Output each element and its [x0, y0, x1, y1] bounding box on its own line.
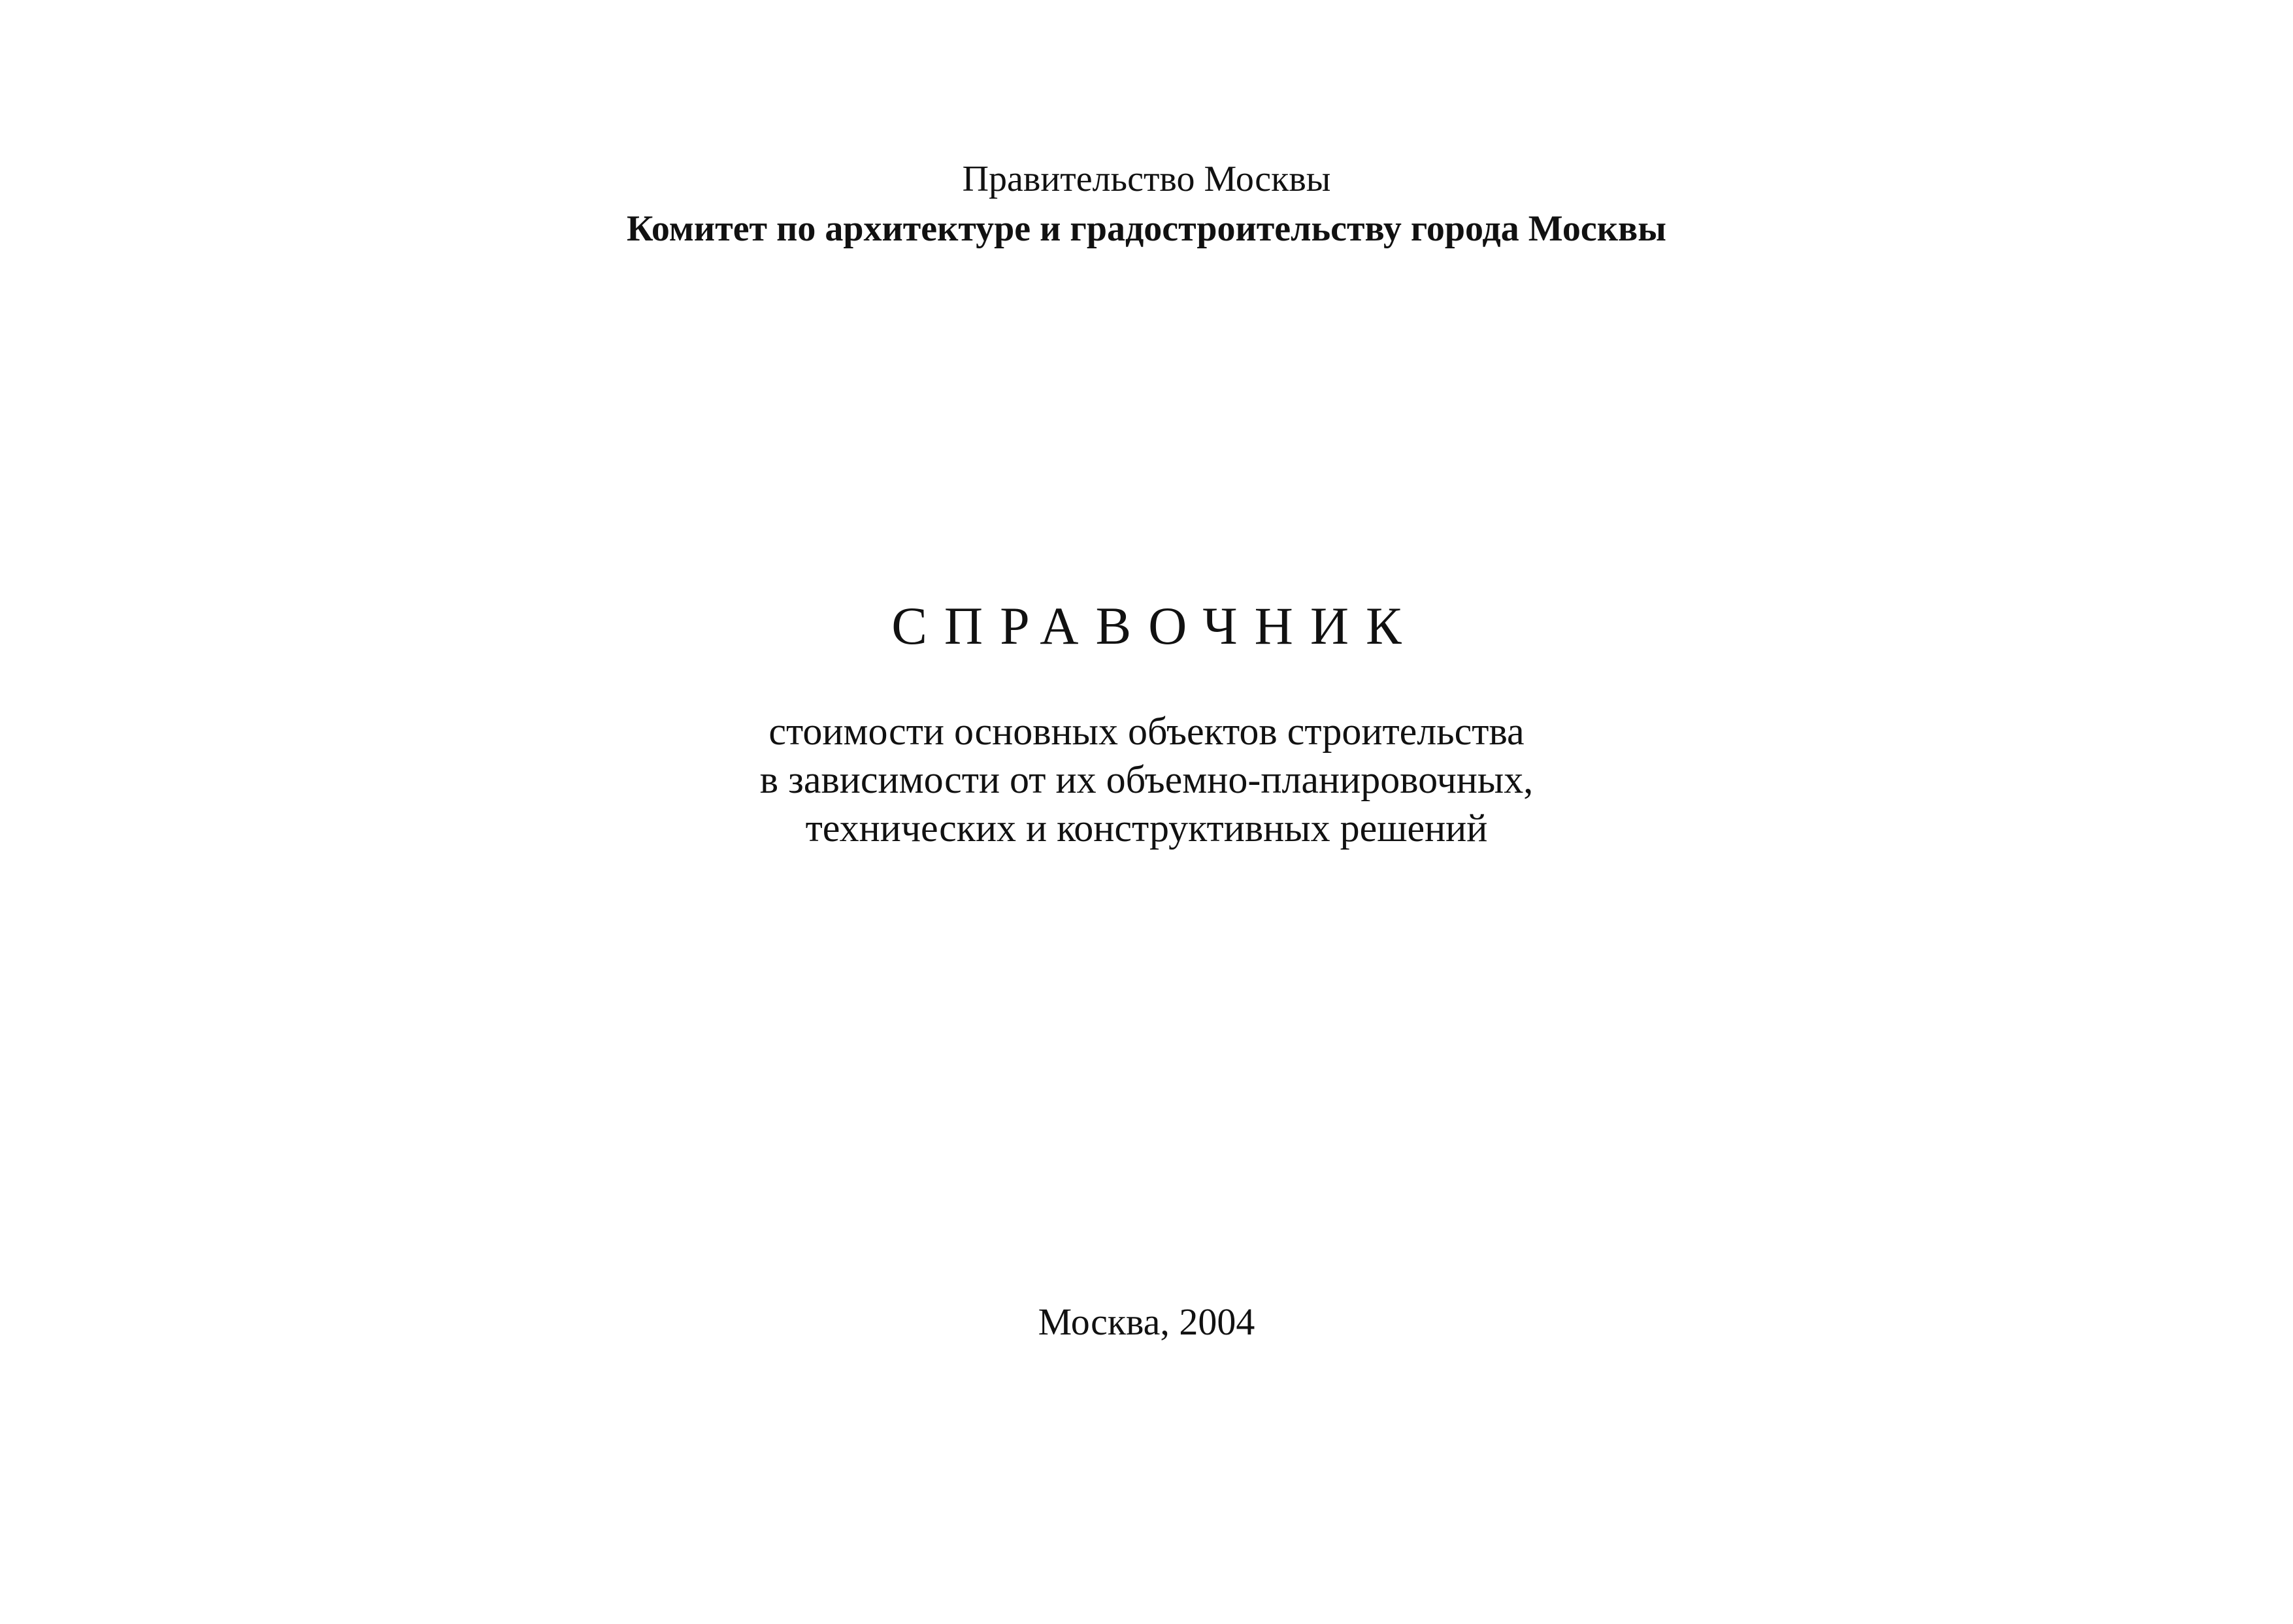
document-title: СПРАВОЧНИК — [891, 596, 1419, 655]
organization-name: Правительство Москвы — [962, 159, 1331, 199]
document-subtitle — [0, 707, 2293, 852]
subtitle-line-2: в зависимости от их объемно-планировочных, — [759, 758, 1534, 801]
subtitle-line-1: стоимости основных объектов строительства — [768, 710, 1525, 753]
page-header — [0, 156, 2293, 252]
publication-place-year: Москва, 2004 — [1038, 1301, 1255, 1343]
subtitle-line-3: технических и конструктивных решений — [805, 806, 1488, 850]
document-title-block — [0, 593, 2293, 659]
page-footer — [0, 1298, 2293, 1346]
committee-name: Комитет по архитектуре и градостроительству города Москвы — [627, 208, 1666, 249]
